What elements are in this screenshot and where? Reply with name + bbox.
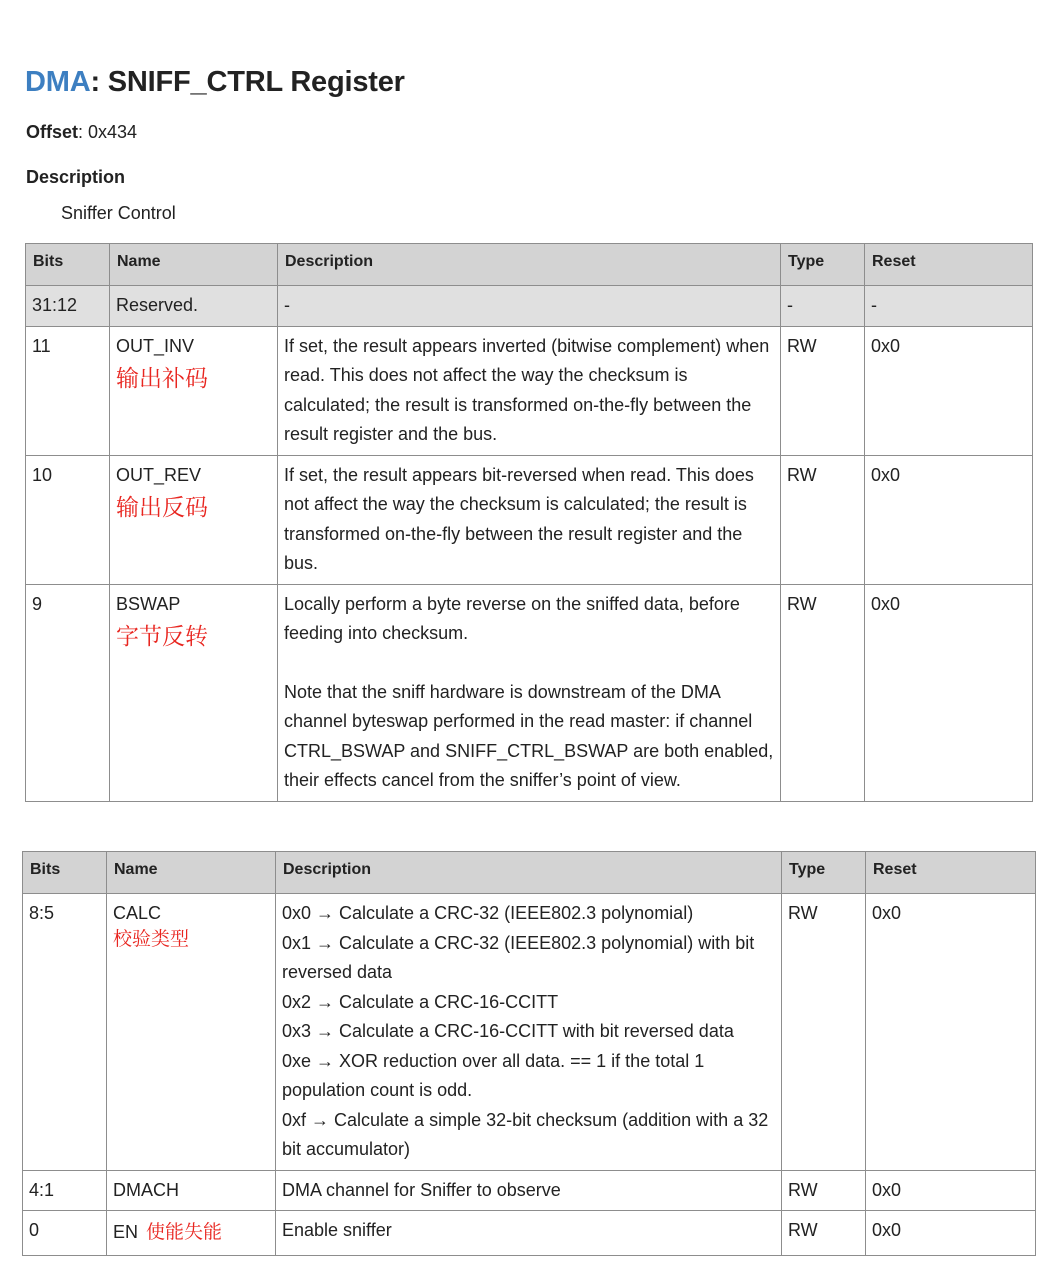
field-reset: 0x0 bbox=[865, 326, 1033, 455]
field-description bbox=[276, 1211, 782, 1256]
field-description bbox=[278, 455, 781, 584]
field-type: RW bbox=[781, 455, 865, 584]
description-line: 0x3 → Calculate a CRC-16-CCITT with bit reversed data bbox=[282, 1021, 734, 1041]
page-title bbox=[25, 66, 405, 99]
field-name: Reserved. bbox=[116, 295, 199, 315]
description-line: If set, the result appears bit-reversed when read. This does not affect the way the checksum is calculated; the result is transformed on-the-fly between the result register and the bus. bbox=[284, 464, 754, 573]
col-reset: Reset bbox=[865, 244, 1033, 286]
field-description bbox=[278, 326, 781, 455]
table-row bbox=[23, 1211, 1036, 1256]
field-name-cell bbox=[107, 1170, 276, 1211]
field-name-cell bbox=[110, 286, 278, 327]
field-bits: 10 bbox=[26, 455, 110, 584]
description-heading: Description bbox=[26, 167, 126, 187]
description-line: - bbox=[284, 295, 290, 315]
field-name: CALC bbox=[113, 903, 162, 923]
col-type: Type bbox=[782, 852, 866, 894]
description-line: Note that the sniff hardware is downstream of the DMA channel byteswap performed in the read master: if channel CTRL_BSWAP and SNIFF_CTRL_BSWAP are both enabled, their effects cancel from the sniffer’s point of view. bbox=[284, 681, 774, 790]
field-bits: 11 bbox=[26, 326, 110, 455]
field-bits: 0 bbox=[23, 1211, 107, 1256]
field-bits: 4:1 bbox=[23, 1170, 107, 1211]
description-line: Locally perform a byte reverse on the sniffed data, before feeding into checksum. bbox=[284, 593, 740, 643]
table-row bbox=[26, 455, 1033, 584]
col-description: Description bbox=[278, 244, 781, 286]
col-type: Type bbox=[781, 244, 865, 286]
field-reset: 0x0 bbox=[866, 1170, 1036, 1211]
description-line: 0x0 → Calculate a CRC-32 (IEEE802.3 polynomial) bbox=[282, 903, 694, 923]
description-line: 0x2 → Calculate a CRC-16-CCITT bbox=[282, 991, 559, 1012]
field-description bbox=[276, 894, 782, 1171]
col-name: Name bbox=[107, 852, 276, 894]
field-name: OUT_REV bbox=[116, 464, 202, 485]
col-bits: Bits bbox=[23, 852, 107, 894]
field-note: 字节反转 bbox=[116, 623, 208, 649]
col-reset: Reset bbox=[866, 852, 1036, 894]
offset-label: Offset bbox=[26, 122, 79, 142]
paragraph-gap bbox=[284, 649, 774, 678]
field-name-cell bbox=[110, 584, 278, 801]
field-reset: 0x0 bbox=[866, 1211, 1036, 1256]
col-description: Description bbox=[276, 852, 782, 894]
field-name: BSWAP bbox=[116, 593, 181, 614]
field-name-cell bbox=[110, 455, 278, 584]
field-name: EN bbox=[113, 1222, 139, 1242]
description-line: If set, the result appears inverted (bitwise complement) when read. This does not affect the way the checksum is calculated; the result is transformed on-the-fly between the result register and the bus. bbox=[284, 335, 770, 444]
field-type: RW bbox=[781, 584, 865, 801]
field-type: - bbox=[781, 286, 865, 327]
field-type: RW bbox=[782, 1211, 866, 1256]
field-bits: 31:12 bbox=[26, 286, 110, 327]
field-name-cell bbox=[110, 326, 278, 455]
field-type: RW bbox=[782, 894, 866, 1171]
table-header-row bbox=[23, 852, 1036, 894]
col-bits: Bits bbox=[26, 244, 110, 286]
table-header-row bbox=[26, 244, 1033, 286]
description-text: Sniffer Control bbox=[61, 203, 176, 223]
register-fields-table-1 bbox=[25, 243, 1033, 802]
field-note: 校验类型 bbox=[113, 928, 190, 950]
table-row bbox=[23, 894, 1036, 1171]
table-row bbox=[26, 326, 1033, 455]
register-name: : SNIFF_CTRL Register bbox=[90, 66, 405, 98]
col-name: Name bbox=[110, 244, 278, 286]
field-note: 使能失能 bbox=[146, 1222, 223, 1243]
field-description bbox=[278, 286, 781, 327]
field-name-cell bbox=[107, 1211, 276, 1256]
field-type: RW bbox=[782, 1170, 866, 1211]
description-line: DMA channel for Sniffer to observe bbox=[282, 1179, 561, 1200]
table-row bbox=[26, 286, 1033, 327]
table-row bbox=[26, 584, 1033, 801]
offset-line bbox=[26, 122, 137, 143]
description-line: 0x1 → Calculate a CRC-32 (IEEE802.3 polynomial) with bit reversed data bbox=[282, 932, 755, 982]
field-bits: 9 bbox=[26, 584, 110, 801]
table-row bbox=[23, 1170, 1036, 1211]
field-reset: - bbox=[865, 286, 1033, 327]
field-bits: 8:5 bbox=[23, 894, 107, 1171]
field-name: OUT_INV bbox=[116, 335, 195, 356]
field-name-cell bbox=[107, 894, 276, 1171]
field-name: DMACH bbox=[113, 1179, 179, 1200]
field-description bbox=[276, 1170, 782, 1211]
offset-value: : 0x434 bbox=[78, 122, 138, 142]
description-line: 0xf → Calculate a simple 32-bit checksum (addition with a 32 bit accumulator) bbox=[282, 1109, 769, 1159]
description-line: Enable sniffer bbox=[282, 1220, 392, 1240]
field-note: 输出反码 bbox=[116, 494, 208, 520]
register-fields-table-2 bbox=[22, 851, 1036, 1256]
field-reset: 0x0 bbox=[866, 894, 1036, 1171]
field-reset: 0x0 bbox=[865, 584, 1033, 801]
field-note: 输出补码 bbox=[116, 365, 208, 391]
field-type: RW bbox=[781, 326, 865, 455]
field-description bbox=[278, 584, 781, 801]
module-link[interactable]: DMA bbox=[25, 66, 91, 98]
field-reset: 0x0 bbox=[865, 455, 1033, 584]
description-line: 0xe → XOR reduction over all data. == 1 if the total 1 population count is odd. bbox=[282, 1050, 705, 1100]
